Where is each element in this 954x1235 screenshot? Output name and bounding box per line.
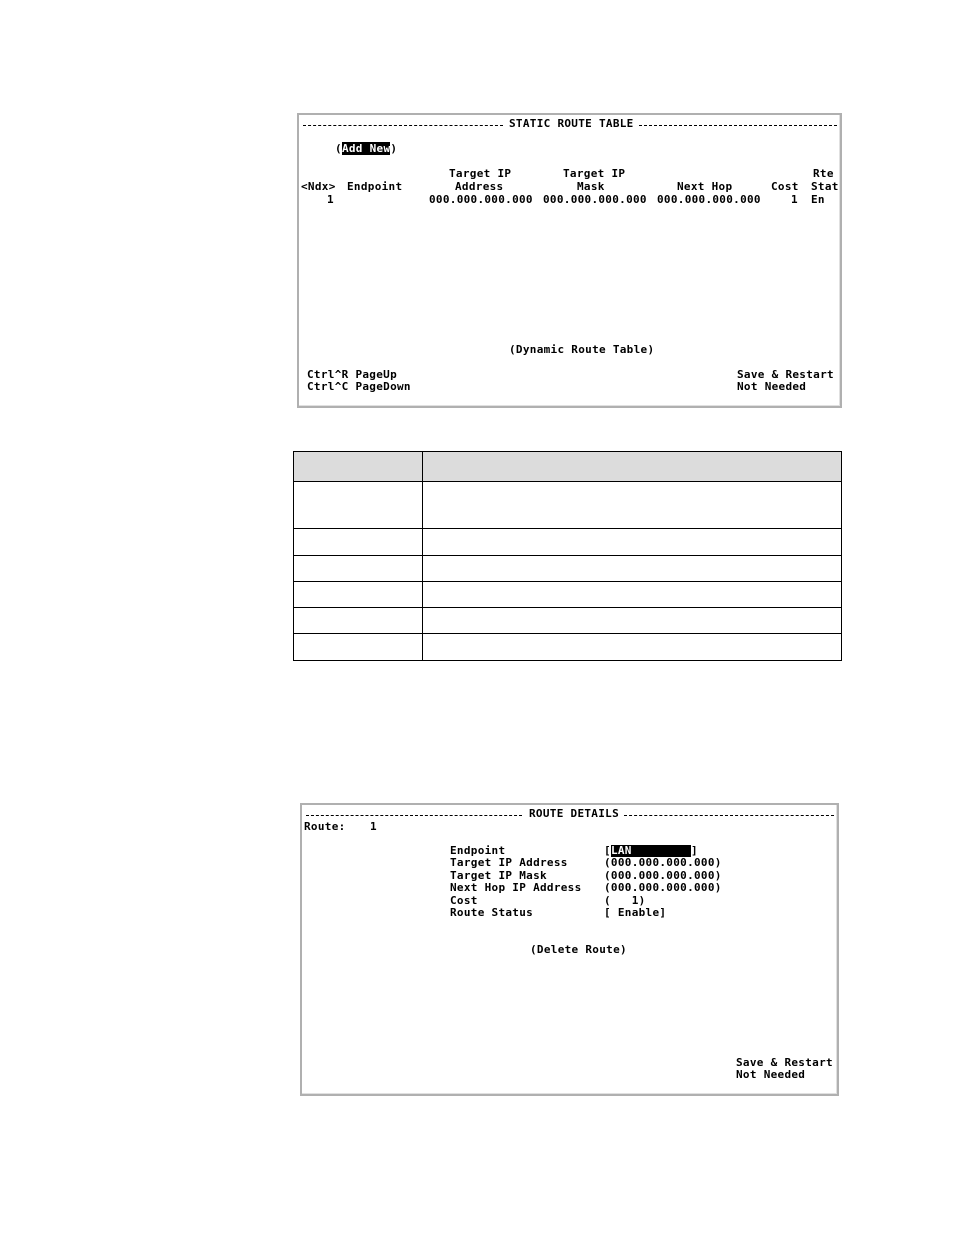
col-header-target-ip-mask-2: Mask	[577, 180, 605, 193]
table-cell	[423, 634, 842, 661]
description-table	[293, 451, 842, 661]
cost-field[interactable]: ( 1)	[604, 894, 646, 907]
row-cost: 1	[791, 193, 798, 206]
title-rule-left	[306, 815, 522, 816]
table-cell	[423, 556, 842, 582]
col-header-ndx: <Ndx>	[301, 180, 336, 193]
table-header-row	[294, 452, 842, 482]
route-status-field[interactable]: [ Enable]	[604, 906, 667, 919]
next-hop-ip-address-field[interactable]: (000.000.000.000)	[604, 881, 722, 894]
table-cell	[294, 582, 423, 608]
table-row	[294, 608, 842, 634]
table-cell	[423, 608, 842, 634]
target-ip-mask-field[interactable]: (000.000.000.000)	[604, 869, 722, 882]
title-rule-right	[624, 815, 834, 816]
route-details-screen	[300, 803, 839, 1096]
screen-title: ROUTE DETAILS	[529, 807, 619, 820]
table-header-cell	[294, 452, 423, 482]
table-row	[294, 582, 842, 608]
title-rule-left	[303, 125, 503, 126]
table-cell	[423, 529, 842, 556]
route-label: Route:	[304, 820, 346, 833]
dynamic-route-table-link[interactable]: (Dynamic Route Table)	[509, 343, 655, 356]
col-header-rte-stat-1: Rte	[813, 167, 834, 180]
table-cell	[423, 482, 842, 529]
delete-route-button[interactable]: (Delete Route)	[530, 943, 627, 956]
endpoint-label: Endpoint	[450, 844, 506, 857]
row-rte-stat: En	[811, 193, 825, 206]
row-ndx[interactable]: 1	[327, 193, 334, 206]
table-row	[294, 556, 842, 582]
col-header-target-ip-address-2: Address	[455, 180, 504, 193]
table-cell	[294, 482, 423, 529]
col-header-cost: Cost	[771, 180, 799, 193]
save-restart-label: Save & Restart	[737, 368, 834, 381]
table-row	[294, 634, 842, 661]
target-ip-address-field[interactable]: (000.000.000.000)	[604, 856, 722, 869]
table-row	[294, 529, 842, 556]
col-header-next-hop: Next Hop	[677, 180, 733, 193]
static-route-table-screen	[297, 113, 842, 408]
next-hop-ip-address-label: Next Hop IP Address	[450, 881, 582, 894]
col-header-target-ip-mask-1: Target IP	[563, 167, 626, 180]
table-cell	[294, 634, 423, 661]
table-row	[294, 482, 842, 529]
row-next-hop: 000.000.000.000	[657, 193, 761, 206]
add-new-button[interactable]: (Add New)	[335, 142, 398, 155]
route-status-label: Route Status	[450, 906, 534, 919]
table-header-cell	[423, 452, 842, 482]
not-needed-status: Not Needed	[736, 1068, 806, 1081]
cost-label: Cost	[450, 894, 478, 907]
target-ip-address-label: Target IP Address	[450, 856, 568, 869]
col-header-rte-stat-2: Stat	[811, 180, 839, 193]
col-header-endpoint: Endpoint	[347, 180, 403, 193]
table-cell	[294, 556, 423, 582]
table-cell	[294, 529, 423, 556]
row-target-ip-mask: 000.000.000.000	[543, 193, 647, 206]
table-cell	[294, 608, 423, 634]
ctrl-pageup-hint: Ctrl^R PageUp	[307, 368, 397, 381]
target-ip-mask-label: Target IP Mask	[450, 869, 547, 882]
title-rule-right	[639, 125, 837, 126]
screen-title: STATIC ROUTE TABLE	[509, 117, 634, 130]
table-cell	[423, 582, 842, 608]
endpoint-field[interactable]: [LAN ]	[604, 844, 698, 857]
ctrl-pagedown-hint: Ctrl^C PageDown	[307, 380, 411, 393]
col-header-target-ip-address-1: Target IP	[449, 167, 512, 180]
not-needed-status: Not Needed	[737, 380, 807, 393]
row-target-ip-address: 000.000.000.000	[429, 193, 533, 206]
save-restart-label: Save & Restart	[736, 1056, 833, 1069]
route-number: 1	[370, 820, 377, 833]
